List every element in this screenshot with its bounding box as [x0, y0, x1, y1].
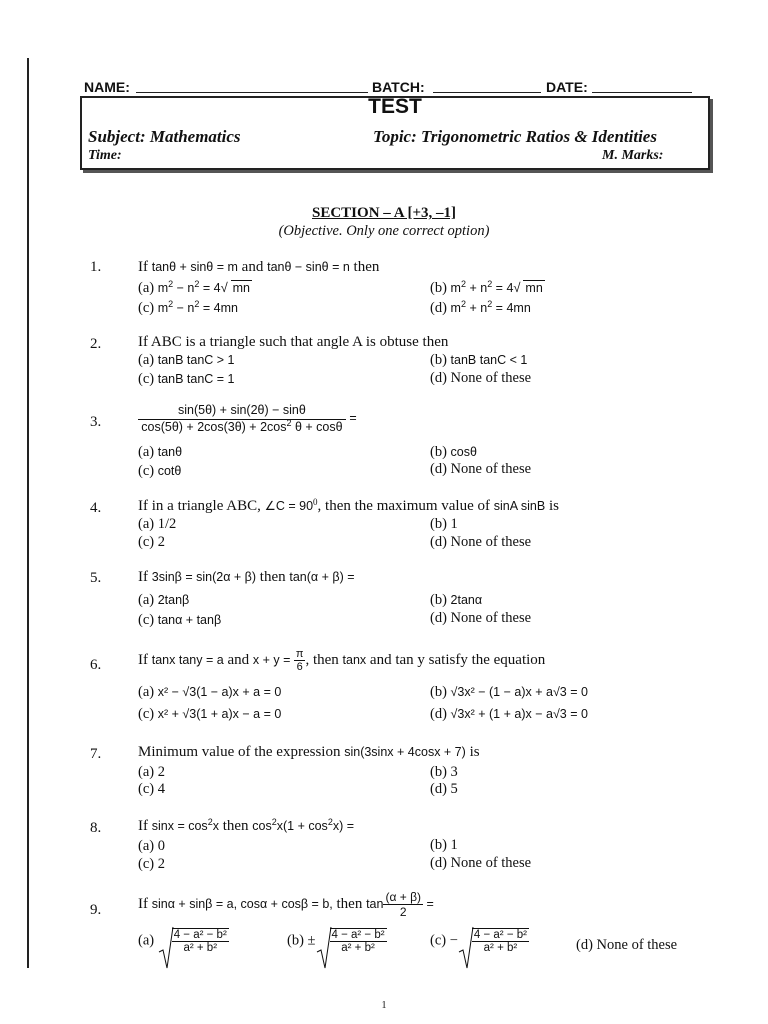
page-number: 1 [381, 1000, 387, 1011]
option-a[interactable]: (a) $\frac{\text{4 − a² − b²}}{\text{a² + b²}}$ [138, 928, 229, 954]
radical-icon [316, 926, 332, 970]
marks-label: M. Marks: [602, 148, 664, 163]
option-b[interactable]: (b) √3x² − (1 − a)x + a√3 = 0 [430, 684, 588, 700]
option-a[interactable]: (a) x² − √3(1 − a)x + a = 0 [138, 684, 282, 700]
question-number: 7. [90, 746, 102, 762]
option-d[interactable]: (d) 5 [430, 781, 458, 797]
subject-label: Subject: Mathematics [88, 127, 241, 146]
option-c[interactable]: (c) − $\frac{\text{4 − a² − b²}}{\text{a² + b²}}$ [430, 928, 529, 954]
question-text: If in a triangle ABC, ∠C = $90^0$, then the maximum value of sinA sinB is [138, 497, 559, 514]
option-d[interactable]: (d) $m^2 + n^2 = 4mn$ [430, 299, 531, 316]
option-c[interactable]: (c) 4 [138, 781, 165, 797]
question-number: 2. [90, 336, 102, 352]
test-header-box [80, 96, 710, 170]
option-c[interactable]: (c) tanα + tanβ [138, 612, 222, 628]
date-label: DATE: [546, 79, 588, 95]
option-d[interactable]: (d) None of these [430, 610, 532, 626]
test-title: TEST [368, 95, 422, 118]
option-b[interactable]: (b) 1 [430, 837, 458, 853]
radical-icon [158, 926, 174, 970]
option-a[interactable]: (a) $m^2 - n^2 = 4$ √ mn [138, 279, 250, 296]
option-c[interactable]: (c) 2 [138, 534, 165, 550]
topic-label: Topic: Trigonometric Ratios & Identities [373, 127, 657, 146]
question-text: If ABC is a triangle such that angle A is obtuse then [138, 334, 449, 350]
option-d[interactable]: (d) None of these [430, 370, 532, 386]
option-b[interactable]: (b) $m^2 + n^2 = 4$ √ mn [430, 279, 543, 296]
option-c[interactable]: (c) cotθ [138, 463, 182, 479]
option-c[interactable]: (c) tanB tanC = 1 [138, 371, 235, 387]
option-b[interactable]: (b) 3 [430, 764, 458, 780]
radical-icon [458, 926, 474, 970]
option-b[interactable]: (b) ± $\frac{\text{4 − a² − b²}}{\text{a² + b²}}$ [287, 928, 387, 954]
option-d[interactable]: (d) None of these [430, 461, 532, 477]
option-a[interactable]: (a) 2tanβ [138, 592, 190, 608]
batch-label: BATCH: [372, 79, 425, 95]
question-text: If 3sinβ = sin(2α + β) then tan(α + β) = [138, 569, 355, 585]
option-a[interactable]: (a) 1/2 [138, 516, 177, 532]
option-a[interactable]: (a) tanθ [138, 444, 183, 460]
option-a[interactable]: (a) 2 [138, 764, 165, 780]
left-margin-rule [27, 58, 29, 968]
question-text: $\frac{\sin(5\theta) + \sin(2\theta) - \sin\theta}{\cos(5\theta) + 2\cos(3\theta) + 2\cos^2 \theta + \cos\theta}$ = [138, 403, 357, 434]
question-number: 6. [90, 657, 102, 673]
option-c[interactable]: (c) 2 [138, 856, 165, 872]
question-number: 5. [90, 570, 102, 586]
option-d[interactable]: (d) None of these [430, 534, 532, 550]
question-text: If $\sin x = \cos^2x$ then $\cos^2x(1 + \cos^2x)$ = [138, 817, 355, 834]
question-text: If tanθ + sinθ = m and tanθ − sinθ = n then [138, 259, 380, 275]
question-text: If tanx tany = a and x + y = $\frac{\pi}{6}$ , then tanx and tan y satisfy the equation [138, 648, 546, 673]
section-subtitle: (Objective. Only one correct option) [278, 223, 490, 239]
option-c[interactable]: (c) x² + √3(1 + a)x − a = 0 [138, 706, 282, 722]
option-b[interactable]: (b) 1 [430, 516, 458, 532]
question-number: 9. [90, 902, 102, 918]
name-field-line[interactable] [136, 92, 368, 93]
question-number: 4. [90, 500, 102, 516]
question-text: If sinα + sinβ = a, cosα + cosβ = b, then tan $\frac{(\alpha + \beta)}{2}$ = [138, 890, 434, 919]
option-d[interactable]: (d) None of these [430, 855, 532, 871]
date-field-line[interactable] [592, 92, 692, 93]
question-number: 1. [90, 259, 102, 275]
option-a[interactable]: (a) tanB tanC > 1 [138, 352, 235, 368]
question-number: 8. [90, 820, 102, 836]
option-b[interactable]: (b) 2tanα [430, 592, 483, 608]
question-number: 3. [90, 414, 102, 430]
section-title: SECTION – A [+3, –1] [312, 205, 456, 221]
option-b[interactable]: (b) cosθ [430, 444, 477, 460]
option-d[interactable]: (d) None of these [576, 937, 678, 953]
time-label: Time: [88, 148, 122, 163]
option-a[interactable]: (a) 0 [138, 838, 165, 854]
option-c[interactable]: (c) $m^2 - n^2 = 4mn$ [138, 299, 238, 316]
question-text: Minimum value of the expression sin(3sinx + 4cosx + 7) is [138, 744, 480, 760]
batch-field-line[interactable] [433, 92, 541, 93]
option-d[interactable]: (d) √3x² + (1 + a)x − a√3 = 0 [430, 706, 588, 722]
option-b[interactable]: (b) tanB tanC < 1 [430, 352, 528, 368]
name-label: NAME: [84, 79, 130, 95]
